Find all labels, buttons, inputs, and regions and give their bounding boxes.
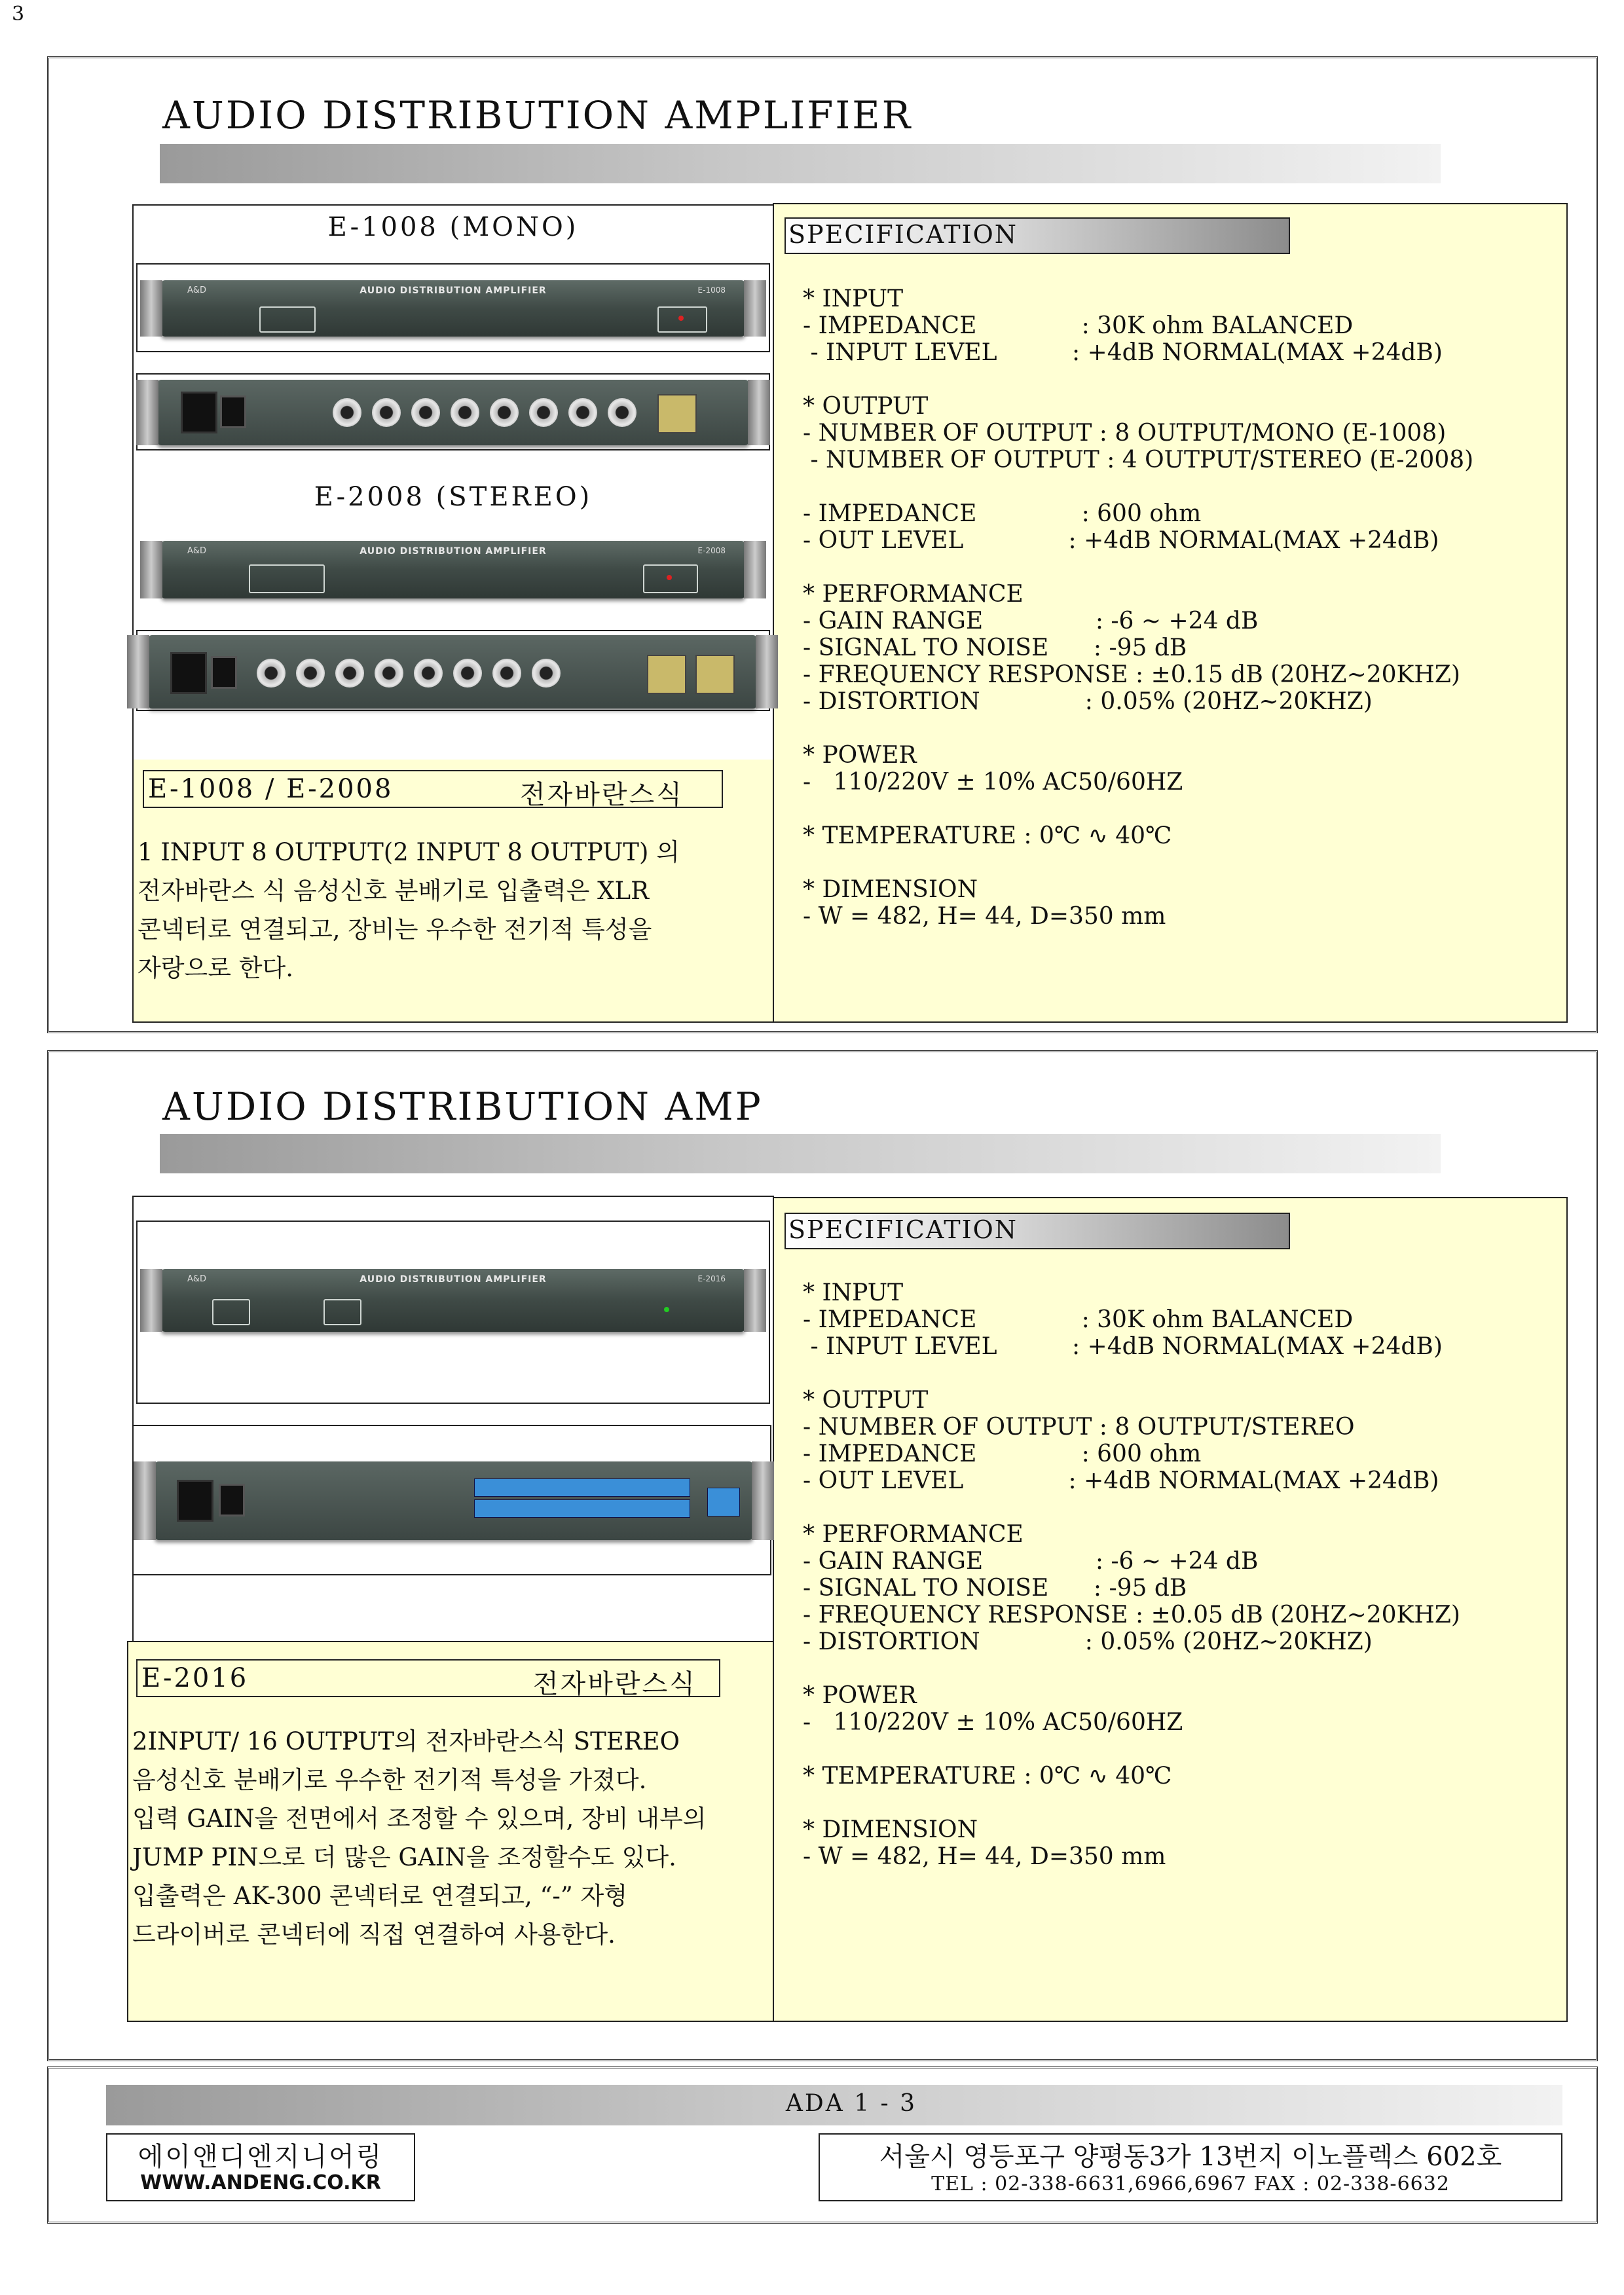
- model-e2008-title: E-2008 (STEREO): [314, 482, 593, 512]
- spec-line: * OUTPUT: [803, 393, 929, 420]
- spec-line: [803, 715, 1549, 742]
- section-2-spec-title: SPECIFICATION: [784, 1213, 1290, 1249]
- power-led: [664, 1307, 669, 1312]
- xlr-input: [695, 655, 735, 694]
- spec-line: - 110/220V ± 10% AC50/60HZ: [803, 769, 1183, 796]
- desc-line: 입출력은 AK-300 콘넥터로 연결되고, “-” 자형: [132, 1882, 628, 1910]
- desc-line: 음성신호 분배기로 우수한 전기적 특성을 가졌다.: [132, 1766, 647, 1794]
- spec-line: - OUT LEVEL : +4dB NORMAL(MAX +24dB): [803, 527, 1439, 554]
- xlr-output: [333, 398, 361, 427]
- desc-line: 입력 GAIN을 전면에서 조정할 수 있으며, 장비 내부의: [132, 1805, 707, 1833]
- spec-line: [803, 1360, 1549, 1387]
- desc-header-type: 전자바란스식: [520, 780, 684, 810]
- spec-line: - IMPEDANCE : 30K ohm BALANCED: [803, 312, 1354, 339]
- xlr-output: [414, 659, 443, 688]
- spec-line: - NUMBER OF OUTPUT : 4 OUTPUT/STEREO (E-2008): [803, 447, 1474, 473]
- e2008-rear-photo: [148, 635, 757, 708]
- spec-line: - 110/220V ± 10% AC50/60HZ: [803, 1709, 1183, 1736]
- desc-line: 콘넥터로 연결되고, 장비는 우수한 전기적 특성을: [138, 915, 652, 944]
- xlr-output: [375, 659, 403, 688]
- desc-line: JUMP PIN으로 더 많은 GAIN을 조정할수도 있다.: [132, 1843, 676, 1871]
- spec-line: [803, 1655, 1549, 1682]
- spec-line: - DISTORTION : 0.05% (20HZ~20KHZ): [803, 1628, 1373, 1655]
- ak300-terminal-block: [474, 1478, 690, 1497]
- section-1-title: AUDIO DISTRIBUTION AMPLIFIER: [162, 93, 913, 138]
- power-switch: [219, 1484, 245, 1516]
- company-contact: TEL : 02-338-6631,6966,6967 FAX : 02-338-6632: [931, 2173, 1450, 2195]
- brand-logo: A&D: [187, 1274, 207, 1284]
- company-website[interactable]: WWW.ANDENG.CO.KR: [140, 2171, 381, 2194]
- power-inlet: [177, 1480, 213, 1522]
- spec-line: - IMPEDANCE : 600 ohm: [803, 500, 1202, 527]
- spec-line: * DIMENSION: [803, 1816, 978, 1843]
- xlr-output: [490, 398, 519, 427]
- xlr-input: [657, 394, 697, 433]
- spec-line: * INPUT: [803, 285, 904, 312]
- xlr-output: [529, 398, 558, 427]
- power-switch: [211, 656, 237, 689]
- desc-line: 드라이버로 콘넥터에 직접 연결하여 사용한다.: [132, 1920, 616, 1949]
- xlr-output: [411, 398, 440, 427]
- spec-line: [803, 473, 1549, 500]
- desc-header-model: E-1008 / E-2008: [148, 774, 394, 804]
- front-panel-title: AUDIO DISTRIBUTION AMPLIFIER: [360, 285, 547, 296]
- xlr-output: [257, 659, 286, 688]
- spec-line: - OUT LEVEL : +4dB NORMAL(MAX +24dB): [803, 1467, 1439, 1494]
- xlr-output: [372, 398, 401, 427]
- spec-line: - INPUT LEVEL : +4dB NORMAL(MAX +24dB): [803, 1333, 1443, 1360]
- gain-panel-right: [323, 1299, 361, 1325]
- gain-panel: [259, 306, 316, 333]
- spec-line: [803, 1736, 1549, 1763]
- spec-line: * PERFORMANCE: [803, 1521, 1024, 1548]
- spec-line: - INPUT LEVEL : +4dB NORMAL(MAX +24dB): [803, 339, 1443, 366]
- spec-line: * PERFORMANCE: [803, 581, 1024, 608]
- company-address: 서울시 영등포구 양평동3가 13번지 이노플렉스 602호: [879, 2142, 1502, 2172]
- spec-line: * POWER: [803, 1682, 917, 1709]
- spec-line: - GAIN RANGE : -6 ~ +24 dB: [803, 1548, 1259, 1575]
- spec-line: - W = 482, H= 44, D=350 mm: [803, 903, 1166, 930]
- section-1-desc-header: [143, 770, 723, 808]
- spec-line: - SIGNAL TO NOISE : -95 dB: [803, 1575, 1187, 1602]
- spec-line: - NUMBER OF OUTPUT : 8 OUTPUT/STEREO: [803, 1414, 1355, 1441]
- spec-line: - W = 482, H= 44, D=350 mm: [803, 1843, 1166, 1870]
- model-e1008-title: E-1008 (MONO): [327, 212, 579, 242]
- desc-header-model: E-2016: [141, 1663, 249, 1693]
- spec-line: [803, 554, 1549, 581]
- section-2-desc-header: [136, 1659, 720, 1697]
- desc-line: 자랑으로 한다.: [138, 954, 293, 982]
- front-panel-model: E-1008: [697, 285, 726, 295]
- spec-line: * TEMPERATURE : 0℃ ∿ 40℃: [803, 822, 1172, 849]
- xlr-output: [532, 659, 561, 688]
- spec-line: * TEMPERATURE : 0℃ ∿ 40℃: [803, 1763, 1172, 1790]
- xlr-output: [335, 659, 364, 688]
- gain-panel-left: [212, 1299, 250, 1325]
- xlr-output: [296, 659, 325, 688]
- desc-header-type: 전자바란스식: [533, 1669, 697, 1699]
- footer-page-code: ADA 1 - 3: [785, 2090, 917, 2117]
- e1008-front-photo: [161, 280, 745, 337]
- spec-line: - IMPEDANCE : 600 ohm: [803, 1441, 1202, 1467]
- xlr-output: [451, 398, 479, 427]
- section-1-spec-list: [803, 285, 1549, 930]
- xlr-output: [608, 398, 637, 427]
- spec-line: - GAIN RANGE : -6 ~ +24 dB: [803, 608, 1259, 634]
- spec-line: * INPUT: [803, 1279, 904, 1306]
- e2016-rear-photo: [155, 1461, 753, 1540]
- desc-line: 2INPUT/ 16 OUTPUT의 전자바란스식 STEREO: [132, 1727, 680, 1755]
- ak300-terminal-block: [474, 1499, 690, 1518]
- ak300-input-block: [707, 1488, 740, 1516]
- gain-panel: [249, 564, 325, 593]
- spec-line: - FREQUENCY RESPONSE : ±0.15 dB (20HZ~20KHZ): [803, 661, 1460, 688]
- power-inlet: [181, 392, 217, 433]
- section-2-title-bar: [160, 1134, 1441, 1173]
- xlr-input: [647, 655, 686, 694]
- desc-line: 전자바란스 식 음성신호 분배기로 입출력은 XLR: [138, 877, 649, 905]
- spec-line: [803, 1790, 1549, 1816]
- page-number: 3: [12, 3, 25, 26]
- e1008-rear-photo: [157, 380, 749, 445]
- power-inlet: [170, 652, 207, 694]
- section-1-spec-title: SPECIFICATION: [784, 217, 1290, 254]
- xlr-output: [492, 659, 521, 688]
- spec-line: * OUTPUT: [803, 1387, 929, 1414]
- front-panel-title: AUDIO DISTRIBUTION AMPLIFIER: [360, 546, 547, 557]
- company-name: 에이앤디엔지니어링: [138, 2142, 384, 2172]
- desc-line: 1 INPUT 8 OUTPUT(2 INPUT 8 OUTPUT) 의: [138, 838, 680, 866]
- spec-line: * POWER: [803, 742, 917, 769]
- section-2-title: AUDIO DISTRIBUTION AMP: [162, 1084, 763, 1129]
- spec-line: - FREQUENCY RESPONSE : ±0.05 dB (20HZ~20KHZ): [803, 1602, 1460, 1628]
- section-1-title-bar: [160, 144, 1441, 183]
- front-panel-model: E-2016: [697, 1274, 726, 1283]
- brand-logo: A&D: [187, 546, 207, 556]
- front-panel-title: AUDIO DISTRIBUTION AMPLIFIER: [360, 1274, 547, 1285]
- xlr-output: [453, 659, 482, 688]
- power-switch: [220, 395, 246, 428]
- spec-line: [803, 1494, 1549, 1521]
- spec-line: - DISTORTION : 0.05% (20HZ~20KHZ): [803, 688, 1373, 715]
- spec-line: [803, 796, 1549, 822]
- power-led: [667, 575, 672, 580]
- section-2-description: [132, 1722, 771, 1954]
- spec-line: [803, 849, 1549, 876]
- spec-line: - IMPEDANCE : 30K ohm BALANCED: [803, 1306, 1354, 1333]
- section-1-description: [138, 833, 766, 987]
- front-panel-model: E-2008: [697, 546, 726, 555]
- spec-line: - NUMBER OF OUTPUT : 8 OUTPUT/MONO (E-1008): [803, 420, 1447, 447]
- e2016-front-photo: [161, 1269, 745, 1332]
- spec-line: - SIGNAL TO NOISE : -95 dB: [803, 634, 1187, 661]
- power-led: [678, 316, 684, 321]
- e2008-front-photo: [161, 541, 745, 598]
- section-2-spec-list: [803, 1279, 1549, 1870]
- spec-line: [803, 366, 1549, 393]
- xlr-output: [568, 398, 597, 427]
- brand-logo: A&D: [187, 285, 207, 295]
- spec-line: * DIMENSION: [803, 876, 978, 903]
